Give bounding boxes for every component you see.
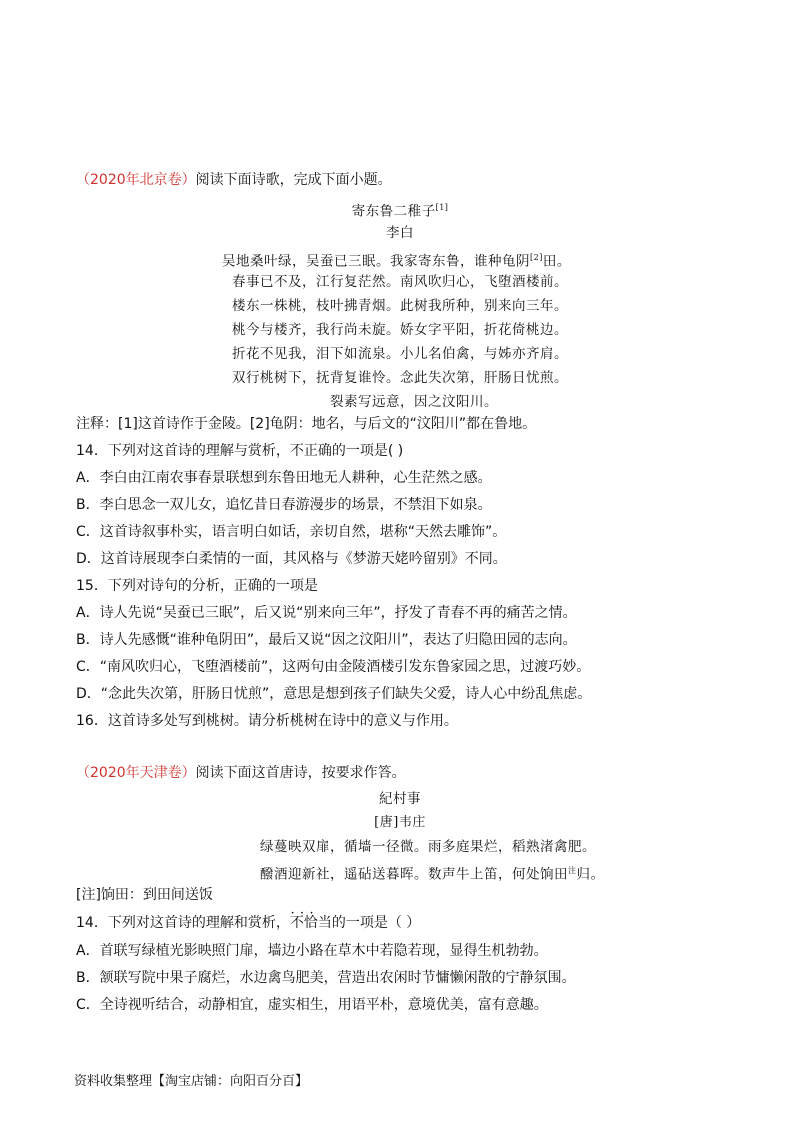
section1-q14: 14．下列对这首诗的理解与赏析，不正确的一项是( ) xyxy=(76,443,404,459)
section1-q14-option-b: B．李白思念一双儿女，追忆昔日春游漫步的场景，不禁泪下如泉。 xyxy=(76,497,492,513)
page-footer: 资料收集整理【淘宝店铺：向阳百分百】 xyxy=(74,1074,309,1089)
section2-q14-b: 的一项是（ ） xyxy=(331,915,421,931)
section1-q15-option-c: C．“南风吹归心，飞堕酒楼前”，这两句由金陵酒楼引发东鲁家园之思，过渡巧妙。 xyxy=(76,659,591,675)
section1-intro: 阅读下面诗歌，完成下面小题。 xyxy=(195,172,392,188)
poem2-line-2-b: 归。 xyxy=(576,866,605,883)
poem1-line-5: 折花不见我，泪下如流泉。小儿名伯禽，与姊亦齐肩。 xyxy=(232,346,568,362)
section2-intro: 阅读下面这首唐诗，按要求作答。 xyxy=(195,765,406,781)
poem2-author: [唐]韦庄 xyxy=(374,815,426,830)
section1-annotation: 注释：[1]这首诗作于金陵。[2]龟阴：地名，与后文的“汶阳川”都在鲁地。 xyxy=(76,416,537,432)
poem2-line-1: 绿蔓映双扉，循墙一径微。雨多庭果烂，稻熟渚禽肥。 xyxy=(260,839,596,855)
section1-q16: 16．这首诗多处写到桃树。请分析桃树在诗中的意义与作用。 xyxy=(76,713,458,729)
section2-q14-option-b: B．颔联写院中果子腐烂，水边禽鸟肥美，营造出农闲时节慵懒闲散的宁静氛围。 xyxy=(76,970,576,986)
section1-q15-option-b: B．诗人先感慨“谁种龟阴田”，最后又说“因之汶阳川”，表达了归隐田园的志向。 xyxy=(76,632,577,648)
poem1-line-1-note: [2] xyxy=(530,253,543,262)
poem2-line-2 xyxy=(260,861,605,885)
section2-annotation: [注]饷田：到田间送饭 xyxy=(76,887,213,903)
section2-q14 xyxy=(76,913,420,933)
poem2-line-2-a: 醱酒迎新社，遥砧送暮晖。数声牛上笛，何处饷田 xyxy=(260,866,568,883)
poem1-line-6: 双行桃树下，抚背复谁怜。念此失次第，肝肠日忧煎。 xyxy=(232,370,568,386)
section1-q14-option-a: A．李白由江南农事春景联想到东鲁田地无人耕种，心生茫然之感。 xyxy=(76,470,492,486)
section2-q14-emphasis: • • • 不恰当 xyxy=(290,913,332,933)
poem1-line-7: 裂素写远意，因之汶阳川。 xyxy=(330,394,498,410)
poem1-line-3: 楼东一株桃，枝叶拂青烟。此树我所种，别来向三年。 xyxy=(232,298,568,314)
section1-heading xyxy=(76,170,392,190)
section1-q14-option-d: D．这首诗展现李白柔情的一面，其风格与《梦游天姥吟留别》不同。 xyxy=(76,551,507,567)
poem1-title xyxy=(0,198,800,222)
section2-q14-option-c: C．全诗视听结合，动静相宜，虚实相生，用语平朴，意境优美，富有意趣。 xyxy=(76,997,548,1013)
poem1-author: 李白 xyxy=(386,225,414,241)
section1-source: （2020年北京卷） xyxy=(76,172,196,188)
poem1-title-note: [1] xyxy=(435,203,449,212)
poem1-line-1-a: 吴地桑叶绿，吴蚕已三眠。我家寄东鲁，谁种龟阴 xyxy=(222,253,530,270)
section2-heading xyxy=(76,763,406,783)
poem1-line-2: 春事已不及，江行复茫然。南风吹归心，飞堕酒楼前。 xyxy=(232,274,568,290)
poem2-title: 紀村事 xyxy=(379,791,421,807)
poem1-line-4: 桃今与楼齐，我行尚未旋。娇女字平阳，折花倚桃边。 xyxy=(232,322,568,338)
section1-q15: 15．下列对诗句的分析，正确的一项是 xyxy=(76,578,318,594)
section1-q15-option-d: D．“念此失次第，肝肠日忧煎”，意思是想到孩子们缺失父爱，诗人心中纷乱焦虑。 xyxy=(76,686,592,702)
poem1-title-text: 寄东鲁二稚子 xyxy=(351,203,436,220)
section2-q14-a: 14．下列对这首诗的理解和赏析， xyxy=(76,915,290,931)
section1-q15-option-a: A．诗人先说“吴蚕已三眠”，后又说“别来向三年”，抒发了青春不再的痛苦之情。 xyxy=(76,605,577,621)
poem1-line-1 xyxy=(222,248,571,272)
section2-source: （2020年天津卷） xyxy=(76,765,196,781)
section1-q14-option-c: C．这首诗叙事朴实，语言明白如话，亲切自然，堪称“天然去雕饰”。 xyxy=(76,524,507,540)
poem2-line-2-note: 注 xyxy=(568,866,577,875)
section2-q14-option-a: A．首联写绿植光影映照门扉，墙边小路在草木中若隐若现，显得生机勃勃。 xyxy=(76,943,548,959)
poem1-line-1-b: 田。 xyxy=(542,253,571,270)
